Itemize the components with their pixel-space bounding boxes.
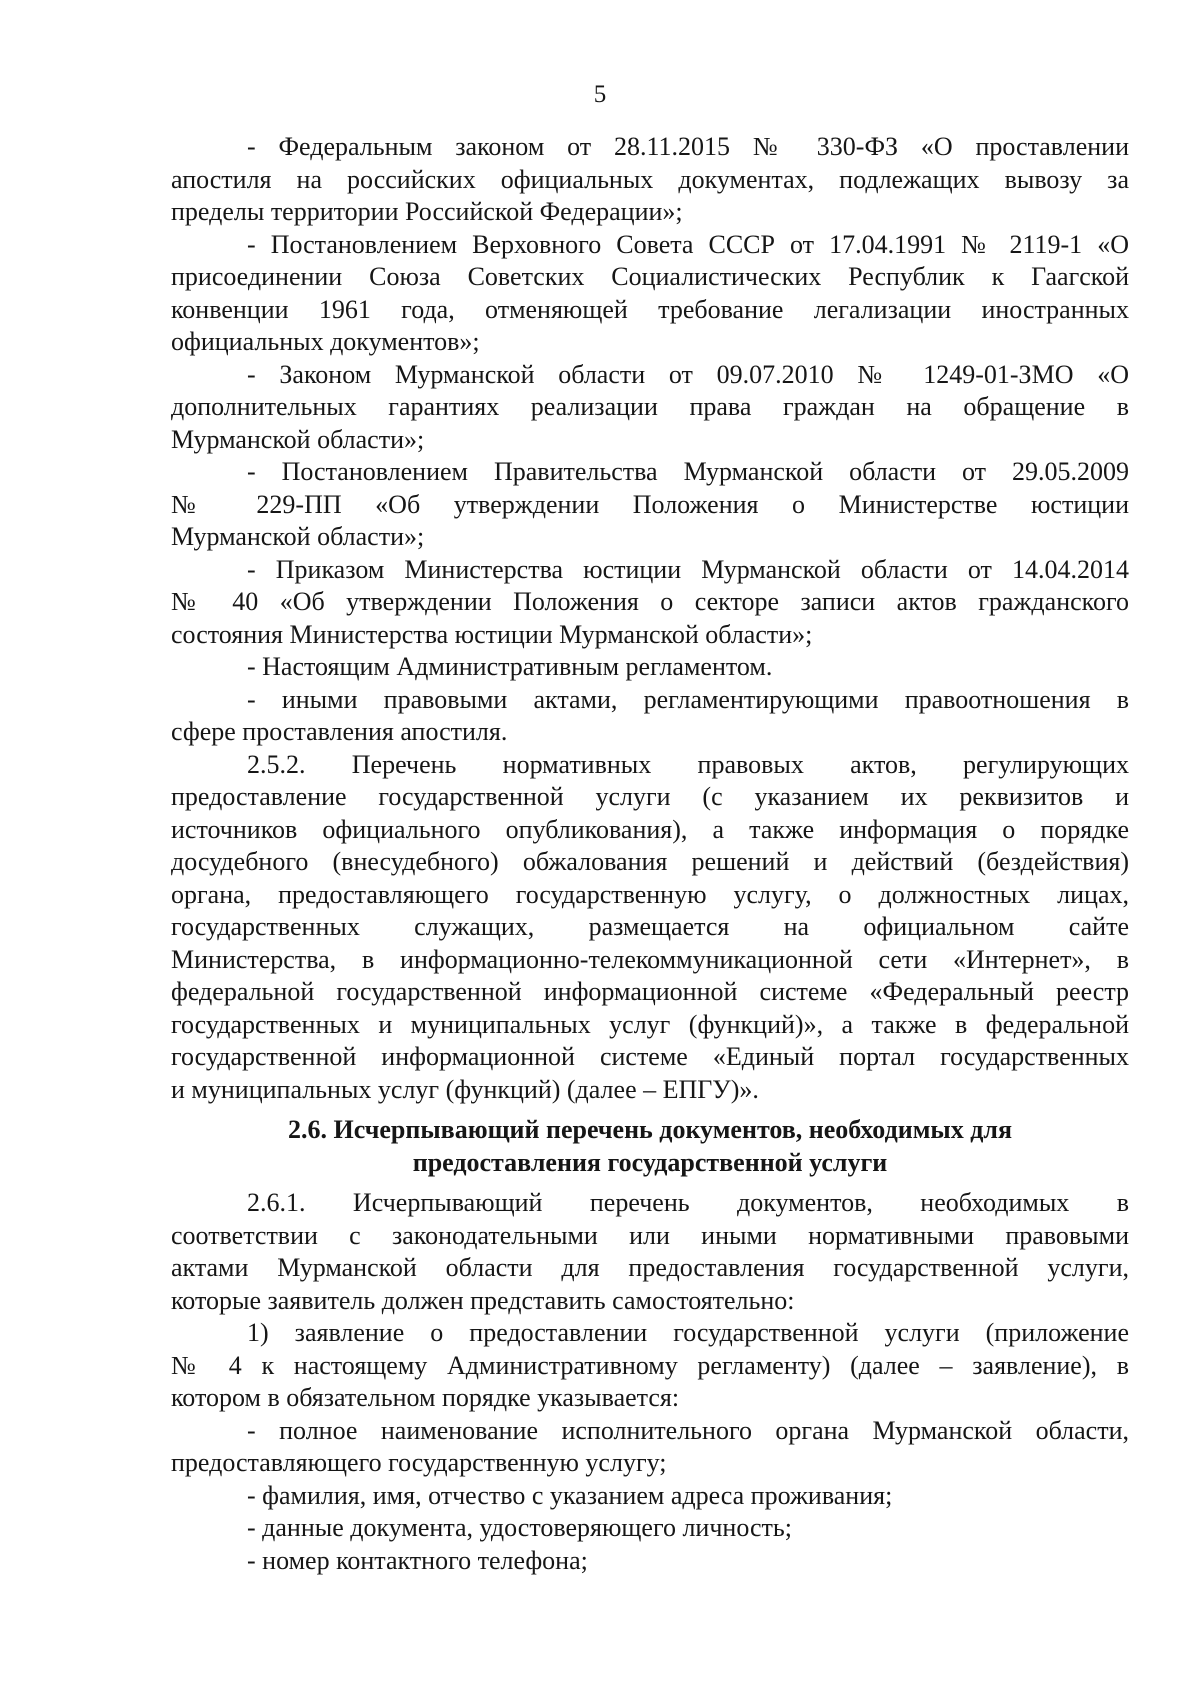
text-line: 2.5.2. Перечень нормативных правовых актов, регулирующих — [247, 749, 1129, 779]
text-line: органа, предоставляющего государственную услугу, о должностных лицах, — [171, 879, 1129, 909]
heading-line: 2.6. Исчерпывающий перечень документов, необходимых для — [287, 1115, 1013, 1144]
text-line: Мурманской области»; — [171, 424, 425, 454]
paragraph — [171, 684, 1129, 749]
paragraph — [171, 229, 1129, 359]
paragraph — [171, 1415, 1129, 1480]
paragraph — [171, 456, 1129, 554]
text-line: - полное наименование исполнительного органа Мурманской области, — [247, 1415, 1129, 1445]
text-line: и муниципальных услуг (функций) (далее – ЕПГУ)». — [171, 1074, 759, 1104]
text-line: котором в обязательном порядке указывается: — [171, 1383, 680, 1412]
text-line: 2.6.1. Исчерпывающий перечень документов, необходимых в — [247, 1188, 1129, 1217]
text-line: источников официального опубликования), а также информация о порядке — [171, 814, 1129, 844]
text-line: присоединении Союза Советских Социалистических Республик к Гаагской — [171, 262, 1129, 291]
paragraph — [171, 749, 1129, 1107]
text-line: - Федеральным законом от 28.11.2015 № 330-ФЗ «О проставлении — [247, 132, 1129, 161]
paragraph — [171, 651, 1129, 684]
text-line: - Постановлением Правительства Мурманской области от 29.05.2009 — [247, 457, 1129, 486]
heading-line: предоставления государственной услуги — [412, 1147, 888, 1177]
text-line: 1) заявление о предоставлении государственной услуги (приложение — [247, 1318, 1129, 1347]
text-line: государственных и муниципальных услуг (функций)», а также в федеральной — [171, 1009, 1129, 1039]
paragraph — [171, 1187, 1129, 1317]
text-line: апостиля на российских официальных документах, подлежащих вывозу за — [171, 164, 1129, 194]
paragraph — [171, 1512, 1129, 1545]
text-line: - номер контактного телефона; — [247, 1545, 588, 1575]
paragraph — [171, 1317, 1129, 1415]
text-line: актами Мурманской области для предоставления государственной услуги, — [171, 1253, 1129, 1282]
text-line: сфере проставления апостиля. — [171, 717, 508, 746]
document-body — [171, 131, 1129, 1577]
text-line: конвенции 1961 года, отменяющей требование легализации иностранных — [171, 294, 1129, 324]
text-line: Мурманской области»; — [171, 522, 425, 551]
text-line: соответствии с законодательными или иными нормативными правовыми — [171, 1220, 1129, 1250]
paragraph — [171, 554, 1129, 652]
text-line: Министерства, в информационно-телекоммуникационной сети «Интернет», в — [171, 944, 1129, 974]
page-number: 5 — [593, 81, 607, 108]
text-line: - Постановлением Верховного Совета СССР от 17.04.1991 № 2119-1 «О — [247, 229, 1129, 259]
paragraph — [171, 1480, 1129, 1513]
text-line: предоставление государственной услуги (с указанием их реквизитов и — [171, 782, 1129, 811]
text-line: государственной информационной системе «Единый портал государственных — [171, 1042, 1129, 1071]
text-line: официальных документов»; — [171, 327, 480, 356]
text-line: № 4 к настоящему Административному регламенту) (далее – заявление), в — [171, 1350, 1129, 1380]
paragraph — [171, 1545, 1129, 1578]
text-line: государственных служащих, размещается на официальном сайте — [171, 912, 1129, 941]
text-line: - Приказом Министерства юстиции Мурманской области от 14.04.2014 — [247, 554, 1129, 584]
paragraph — [171, 131, 1129, 229]
text-line: дополнительных гарантиях реализации права граждан на обращение в — [171, 392, 1129, 421]
text-line: досудебного (внесудебного) обжалования решений и действий (бездействия) — [171, 847, 1129, 876]
text-line: пределы территории Российской Федерации»; — [171, 197, 683, 226]
text-line: - данные документа, удостоверяющего личность; — [247, 1513, 792, 1542]
text-line: - иными правовыми актами, регламентирующими правоотношения в — [247, 684, 1129, 714]
text-line: - Законом Мурманской области от 09.07.2010 № 1249-01-ЗМО «О — [247, 359, 1129, 389]
text-line: которые заявитель должен представить самостоятельно: — [171, 1285, 795, 1315]
text-line: - фамилия, имя, отчество с указанием адреса проживания; — [247, 1480, 893, 1510]
text-line: федеральной государственной информационной системе «Федеральный реестр — [171, 977, 1129, 1006]
paragraph — [171, 359, 1129, 457]
text-line: состояния Министерства юстиции Мурманской области»; — [171, 619, 813, 649]
text-line: - Настоящим Административным регламентом. — [247, 652, 773, 681]
section-heading — [171, 1114, 1129, 1179]
text-line: предоставляющего государственную услугу; — [171, 1448, 667, 1477]
text-line: № 229-ПП «Об утверждении Положения о Министерстве юстиции — [171, 489, 1129, 519]
text-line: № 40 «Об утверждении Положения о секторе записи актов гражданского — [171, 587, 1129, 616]
